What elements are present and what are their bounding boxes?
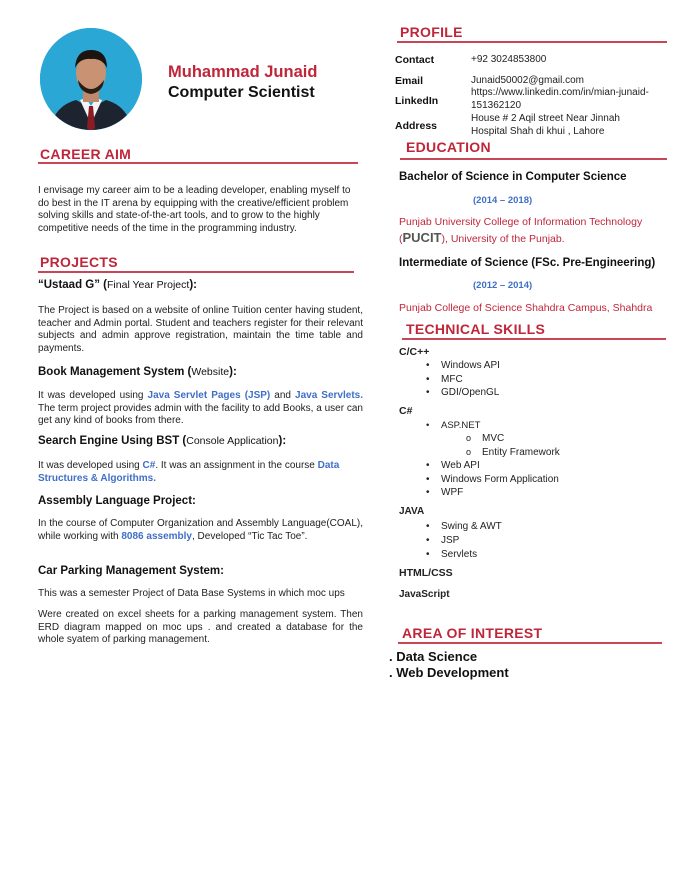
- tech-link-servlets: Java Servlets.: [295, 390, 364, 401]
- list-item: • JSP: [441, 534, 502, 548]
- address-label: Address: [395, 120, 438, 132]
- person-photo-icon: [40, 28, 142, 130]
- project-text-ustaad: The Project is based on a website of online Tuition center having student, teacher and Admin portal. Student and teachers register for their relevant subjects and admin approve registration, maintain the time table and payments.: [38, 305, 363, 354]
- project-text-parking-1: This was a semester Project of Data Base Systems in which moc ups: [38, 588, 345, 599]
- contact-value: +92 3024853800: [471, 54, 547, 65]
- years-bscs: (2014 – 2018): [473, 195, 533, 206]
- project-title-end: ):: [229, 366, 237, 378]
- project-title-ustaad: [38, 279, 197, 291]
- list-item: • Windows API: [441, 359, 500, 373]
- project-title-assembly: Assembly Language Project:: [38, 495, 196, 507]
- skills-rule: [402, 338, 666, 340]
- address-value: House # 2 Aqil street Near Jinnah Hospital Shah di khui , Lahore: [471, 113, 620, 137]
- project-title-end: ):: [278, 435, 287, 447]
- skill-list-csharp-rest: [441, 459, 559, 500]
- education-rule: [400, 158, 667, 160]
- tech-link-8086: 8086 assembly: [121, 530, 192, 542]
- skill-group-cpp: C/C++: [399, 346, 430, 358]
- profile-rule: [397, 41, 667, 43]
- list-item: • Swing & AWT: [441, 520, 502, 534]
- school-punjab-college: Punjab College of Science Shahdra Campus, Shahdra: [399, 302, 653, 314]
- project-text-part: It was developed using: [38, 460, 143, 471]
- school-pucit: Punjab University College of Information Technology: [399, 216, 643, 228]
- project-text-part: . It was an assignment in the course: [155, 460, 318, 471]
- school-paren: (: [399, 233, 403, 245]
- tech-link-csharp: C#: [142, 460, 156, 471]
- contact-label: Contact: [395, 54, 435, 66]
- school-abbr: PUCIT: [402, 230, 442, 245]
- project-text-part: and: [270, 390, 296, 401]
- project-text-part: , Developed “Tic Tac Toe”.: [192, 530, 308, 542]
- project-title-end: ):: [189, 279, 197, 291]
- project-title-note: Console Application: [186, 435, 279, 447]
- interest-rule: [398, 642, 662, 644]
- interest-item-web-dev: . Web Development: [389, 665, 509, 680]
- list-item: • ASP.NET: [441, 419, 480, 433]
- linkedin-label: LinkedIn: [395, 95, 439, 107]
- degree-fsc: Intermediate of Science (FSc. Pre-Engineering): [399, 257, 656, 269]
- tech-link-jsp: Java Servlet Pages (JSP): [147, 390, 271, 401]
- profile-heading: PROFILE: [400, 24, 463, 40]
- list-item: • GDI/OpenGL: [441, 386, 500, 400]
- email-label: Email: [395, 75, 424, 87]
- project-text-search: [38, 460, 366, 485]
- projects-heading: PROJECTS: [40, 254, 118, 270]
- skill-list-cpp: [441, 359, 500, 400]
- project-text-book: [38, 390, 363, 428]
- list-item: • Web API: [441, 459, 559, 473]
- avatar: [40, 28, 142, 130]
- interest-heading: AREA OF INTEREST: [402, 625, 543, 641]
- project-title-book: [38, 366, 237, 378]
- school-pucit-line2: [399, 230, 565, 245]
- project-title-main: Search Engine Using BST (: [38, 435, 187, 447]
- list-item: • MFC: [441, 373, 500, 387]
- skill-sublist-aspnet: [482, 432, 560, 459]
- email-value[interactable]: Junaid50002@gmail.com: [471, 75, 584, 86]
- project-text-parking-2: Were created on excel sheets for a parking management system. Then ERD diagram mapped on moc ups . and created a database for the whole syatem of parking management.: [38, 609, 363, 645]
- project-text-part: In the course of Computer Organization and Assembly Language(COAL), while working with: [38, 518, 363, 542]
- school-rest: ), University of the Punjab.: [441, 233, 565, 245]
- skill-list-csharp: [441, 419, 480, 433]
- linkedin-value[interactable]: https://www.linkedin.com/in/mian-junaid-151362120: [471, 87, 649, 111]
- degree-bscs: Bachelor of Science in Computer Science: [399, 171, 627, 183]
- skill-list-java: [441, 520, 502, 562]
- years-fsc: (2012 – 2014): [473, 280, 533, 291]
- career-aim-heading: CAREER AIM: [40, 146, 132, 162]
- project-title-parking: Car Parking Management System:: [38, 565, 224, 577]
- list-item: o MVC: [482, 432, 560, 446]
- project-title-note: Website: [191, 366, 230, 378]
- candidate-name: Muhammad Junaid: [168, 63, 318, 81]
- list-item: • Windows Form Application: [441, 473, 559, 487]
- tech-link-dsa: Data Structures & Algorithms.: [38, 460, 340, 484]
- skill-group-html: HTML/CSS: [399, 567, 453, 579]
- project-title-main: Book Management System (: [38, 366, 192, 378]
- list-item: o Entity Framework: [482, 446, 560, 460]
- project-title-main: “Ustaad G” (: [38, 279, 108, 291]
- education-heading: EDUCATION: [406, 139, 491, 155]
- skill-group-js: JavaScript: [399, 589, 450, 600]
- project-text-assembly: [38, 518, 363, 543]
- career-aim-rule: [38, 162, 358, 164]
- list-item: • WPF: [441, 486, 559, 500]
- skill-group-csharp: C#: [399, 405, 413, 417]
- project-title-note: Final Year Project: [107, 279, 190, 291]
- skill-group-java: JAVA: [399, 506, 425, 517]
- project-text-part: The term project provides admin with the facility to add Books, a user can get any kind of books from there.: [38, 402, 363, 426]
- project-title-search: [38, 435, 286, 447]
- candidate-title: Computer Scientist: [168, 84, 315, 101]
- interest-item-data-science: . Data Science: [389, 649, 478, 664]
- skills-heading: TECHNICAL SKILLS: [406, 321, 546, 337]
- career-aim-text: I envisage my career aim to be a leading developer, enabling myself to do best in the IT arena by equipping with the creative/efficient problem solving skills and state-of-the-art tools, and to grow to the highly competitive needs of the time in the programming industry.: [38, 185, 351, 234]
- list-item: • Servlets: [441, 548, 502, 562]
- project-text-part: It was developed using: [38, 390, 148, 401]
- projects-rule: [38, 271, 354, 273]
